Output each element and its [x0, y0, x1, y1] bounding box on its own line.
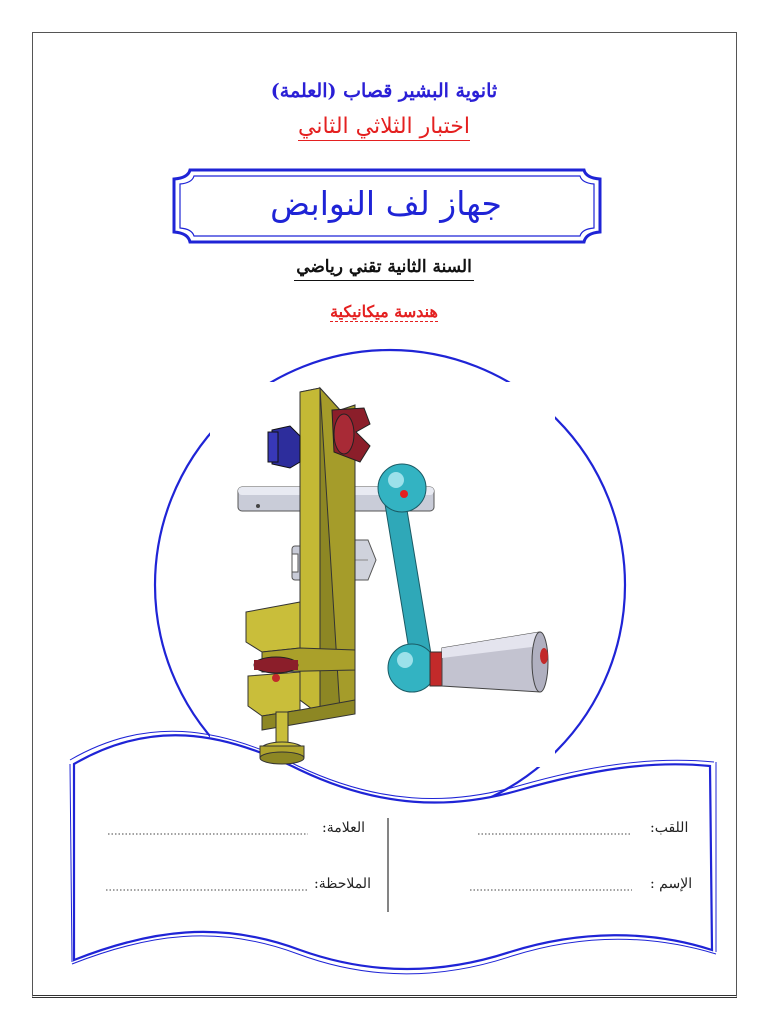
document-title: جهاز لف النوابض	[270, 184, 502, 223]
remark-field[interactable]	[106, 884, 308, 885]
class-level	[0, 257, 768, 277]
name-field[interactable]	[470, 884, 632, 885]
surname-label: اللقب:	[650, 820, 689, 836]
class-level-text: السنة الثانية تقني رياضي	[294, 257, 474, 281]
wavy-box	[74, 735, 712, 969]
name-label: الإسم :	[650, 876, 693, 892]
grade-label: العلامة:	[322, 820, 365, 836]
surname-field[interactable]	[478, 828, 630, 829]
grade-field[interactable]	[108, 828, 308, 829]
exam-title	[0, 114, 768, 139]
school-name: ثانوية البشير قصاب (العلمة)	[270, 80, 498, 102]
branch-name-text: هندسة ميكانيكية	[330, 302, 438, 321]
branch-name	[0, 302, 768, 321]
exam-title-text: اختبار الثلاثي الثاني	[298, 114, 470, 139]
remark-label: الملاحظة:	[314, 876, 371, 892]
